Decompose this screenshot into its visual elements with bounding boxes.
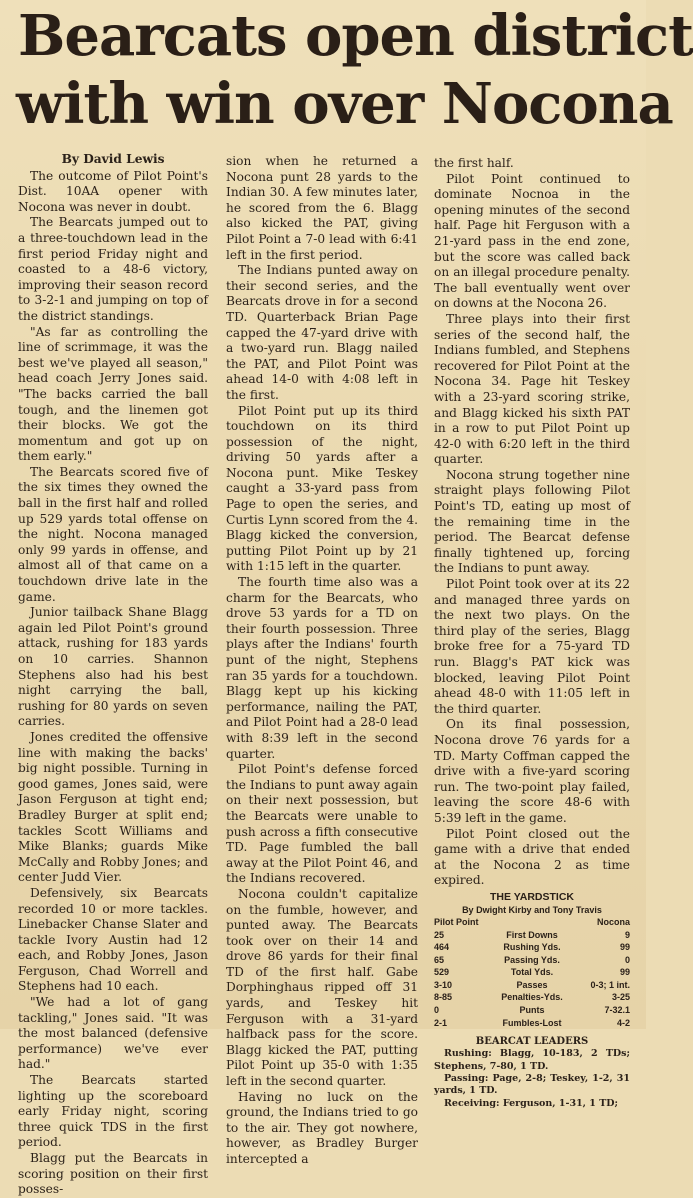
pilot-point-stat: 3-10	[434, 979, 453, 990]
pilot-point-stat: 529	[434, 967, 450, 978]
yardstick-rows	[434, 929, 630, 1030]
article-column-3	[434, 156, 630, 1109]
paragraph: Pilot Point's defense forced the Indians to punt away again on their next possession, but the Bearcats were unable to push across a fifth consecutive TD. Page fumbled the ball away at the Pilot Point 46, and the Indians recovered.	[226, 762, 418, 886]
paragraph: sion when he returned a Nocona punt 28 yards to the Indian 30. A few minutes later, he scored from the 6. Blagg also kicked the PAT, giving Pilot Point a 7-0 lead with 6:41 left in the first period.	[226, 154, 418, 262]
pilot-point-stat: 8-85	[434, 992, 453, 1003]
paragraph: Pilot Point continued to dominate Nocnoa in the opening minutes of the second half. Page hit Ferguson with a 21-yard pass in the end zone, but the score was called back on an illegal procedure penalty. The ball eventually went over on downs at the Nocona 26.	[434, 171, 630, 311]
stat-label: Punts	[519, 1005, 545, 1016]
yardstick-row	[434, 966, 630, 979]
paragraph: "We had a lot of gang tackling," Jones said. "It was the most balanced (defensive performance) we've ever had."	[18, 995, 208, 1072]
pilot-point-stat: 2-1	[434, 1017, 448, 1028]
paragraph: The outcome of Pilot Point's Dist. 10AA opener with Nocona was never in doubt.	[18, 168, 208, 214]
paragraph: "As far as controlling the line of scrimmage, it was the best we've played all season," head coach Jerry Jones said. "The backs carried the ball tough, and the linemen got their blocks. We got the momentum and got up on them early."	[18, 324, 208, 464]
paragraph: Nocona couldn't capitalize on the fumble, however, and punted away. The Bearcats took over on their 14 and drove 86 yards for their final TD of the first half. Gabe Dorphinghaus ripped off 31 yards, and Teskey hit Ferguson with a 31-yard halfback pass for the score. Blagg kicked the PAT, putting Pilot Point up 35-0 with 1:35 left in the second quarter.	[226, 886, 418, 1089]
stat-label: Total Yds.	[510, 967, 554, 978]
stat-label: Penalties-Yds.	[501, 992, 563, 1003]
yardstick-header-row	[434, 916, 630, 929]
paragraph: Having no luck on the ground, the Indians tried to go to the air. They got nowhere, however, as Bradley Burger intercepted a	[226, 1089, 418, 1166]
team-pilot-point: Pilot Point	[434, 916, 479, 927]
pilot-point-stat: 25	[434, 929, 445, 940]
nocona-stat: 9	[624, 929, 630, 940]
leaders-line: Rushing: Blagg, 10-183, 2 TDs; Stephens, 7-80, 1 TD.	[434, 1048, 630, 1072]
article-column-2	[226, 154, 418, 1166]
header-spacer	[514, 916, 584, 929]
yardstick-byline: By Dwight Kirby and Tony Travis	[462, 904, 602, 915]
nocona-stat: 4-2	[616, 1017, 630, 1028]
paragraph: Blagg put the Bearcats in scoring position on their first posses-	[18, 1151, 208, 1197]
yardstick-row	[434, 991, 630, 1004]
paragraph: The Bearcats scored five of the six times they owned the ball in the first half and rolled up 529 yards total offense on the night. Nocona managed only 99 yards in offense, and almost all of that came on a touchdown drive late in the game.	[18, 464, 208, 604]
paragraph: Pilot Point put up its third touchdown on its third possession of the night, driving 50 yards after a Nocona punt. Mike Teskey caught a 33-yard pass from Page to open the series, and Curtis Lynn scored from the 4. Blagg kicked the conversion, putting Pilot Point up by 21 with 1:15 left in the quarter.	[226, 403, 418, 574]
bearcat-leaders	[434, 1035, 630, 1110]
yardstick-row	[434, 929, 630, 942]
pilot-point-stat: 464	[434, 942, 450, 953]
paragraph: Jones credited the offensive line with making the backs' big night possible. Turning in good games, Jones said, were Jason Ferguson at tight end; Bradley Burger at split end; tackles Scott Williams and Mike Blanks; guards Mike McCally and Robby Jones; and center Judd Vier.	[18, 729, 208, 885]
headline-line-2: with win over Nocona	[16, 71, 673, 137]
paragraph: The fourth time also was a charm for the Bearcats, who drove 53 yards for a TD on their fourth possession. Three plays after the Indians' fourth punt of the night, Stephens ran 35 yards for a touchdown. Blagg kept up his kicking performance, nailing the PAT, and Pilot Point had a 28-0 lead with 8:39 left in the second quarter.	[226, 575, 418, 761]
yardstick-box	[434, 891, 630, 1029]
paragraph: Three plays into their first series of the second half, the Indians fumbled, and Stephens recovered for Pilot Point at the Nocona 34. Page hit Teskey with a 23-yard scoring strike, and Blagg kicked his sixth PAT in a row to put Pilot Point up 42-0 with 6:20 left in the third quarter.	[434, 311, 630, 467]
stat-label: Passing Yds.	[504, 954, 560, 965]
nocona-stat: 99	[619, 967, 630, 978]
pilot-point-stat: 65	[434, 954, 445, 965]
yardstick-row	[434, 941, 630, 954]
paragraph: Pilot Point closed out the game with a drive that ended at the Nocona 2 as time expired.	[434, 826, 630, 888]
paragraph: The Indians punted away on their second series, and the Bearcats drove in for a second TD. Quarterback Brian Page capped the 47-yard drive with a two-yard run. Blagg nailed the PAT, and Pilot Point was ahead 14-0 with 4:08 left in the first.	[226, 263, 418, 402]
paragraph: Nocona strung together nine straight plays following Pilot Point's TD, eating up most of the remaining time in the period. The Bearcat defense finally tightened up, forcing the Indians to punt away.	[434, 467, 630, 576]
paragraph: Junior tailback Shane Blagg again led Pilot Point's ground attack, rushing for 183 yards on 10 carries. Shannon Stephens also had his best night carrying the ball, rushing for 80 yards on seven carries.	[18, 605, 208, 729]
nocona-stat: 99	[619, 942, 630, 953]
paragraph: the first half.	[434, 156, 514, 170]
paragraph: The Bearcats started lighting up the scoreboard early Friday night, scoring three quick TDS in the first period.	[18, 1073, 208, 1150]
leaders-title: BEARCAT LEADERS	[475, 1036, 589, 1048]
yardstick-row	[434, 954, 630, 967]
yardstick-row	[434, 979, 630, 992]
nocona-stat: 3-25	[611, 992, 630, 1003]
nocona-stat: 7-32.1	[604, 1005, 630, 1016]
yardstick-row	[434, 1017, 630, 1030]
nocona-stat: 0	[624, 954, 630, 965]
headline-line-1: Bearcats open district	[18, 3, 693, 69]
leaders-line: Passing: Page, 2-8; Teskey, 1-2, 31 yards, 1 TD.	[434, 1073, 630, 1097]
article-column-1	[18, 152, 208, 1197]
nocona-stat: 0-3; 1 int.	[590, 979, 630, 990]
paragraph: The Bearcats jumped out to a three-touchdown lead in the first period Friday night and coasted to a 48-6 victory, improving their season record to 3-2-1 and jumping on top of the district standings.	[18, 215, 208, 323]
stat-label: Fumbles-Lost	[502, 1017, 562, 1028]
team-nocona: Nocona	[596, 916, 630, 927]
pilot-point-stat: 0	[434, 1005, 440, 1016]
byline: By David Lewis	[61, 152, 165, 166]
stat-label: Rushing Yds.	[503, 942, 561, 953]
stat-label: Passes	[516, 979, 548, 990]
paragraph: Pilot Point took over at its 22 and managed three yards on the next two plays. On the third play of the series, Blagg broke free for a 75-yard TD run. Blagg's PAT kick was blocked, leaving Pilot Point ahead 48-0 with 11:05 left in the third quarter.	[434, 577, 630, 716]
paragraph: Defensively, six Bearcats recorded 10 or more tackles. Linebacker Chanse Slater and tackle Ivory Austin had 12 each, and Robby Jones, Jason Ferguson, Chad Worrell and Stephens had 10 each.	[18, 885, 208, 994]
stat-label: First Downs	[506, 929, 558, 940]
yardstick-row	[434, 1004, 630, 1017]
yardstick-title: THE YARDSTICK	[489, 890, 574, 903]
paragraph: On its final possession, Nocona drove 76 yards for a TD. Marty Coffman capped the drive with a five-yard scoring run. The two-point play failed, leaving the score 48-6 with 5:39 left in the game.	[434, 717, 630, 825]
leaders-line: Receiving: Ferguson, 1-31, 1 TD;	[444, 1097, 619, 1109]
